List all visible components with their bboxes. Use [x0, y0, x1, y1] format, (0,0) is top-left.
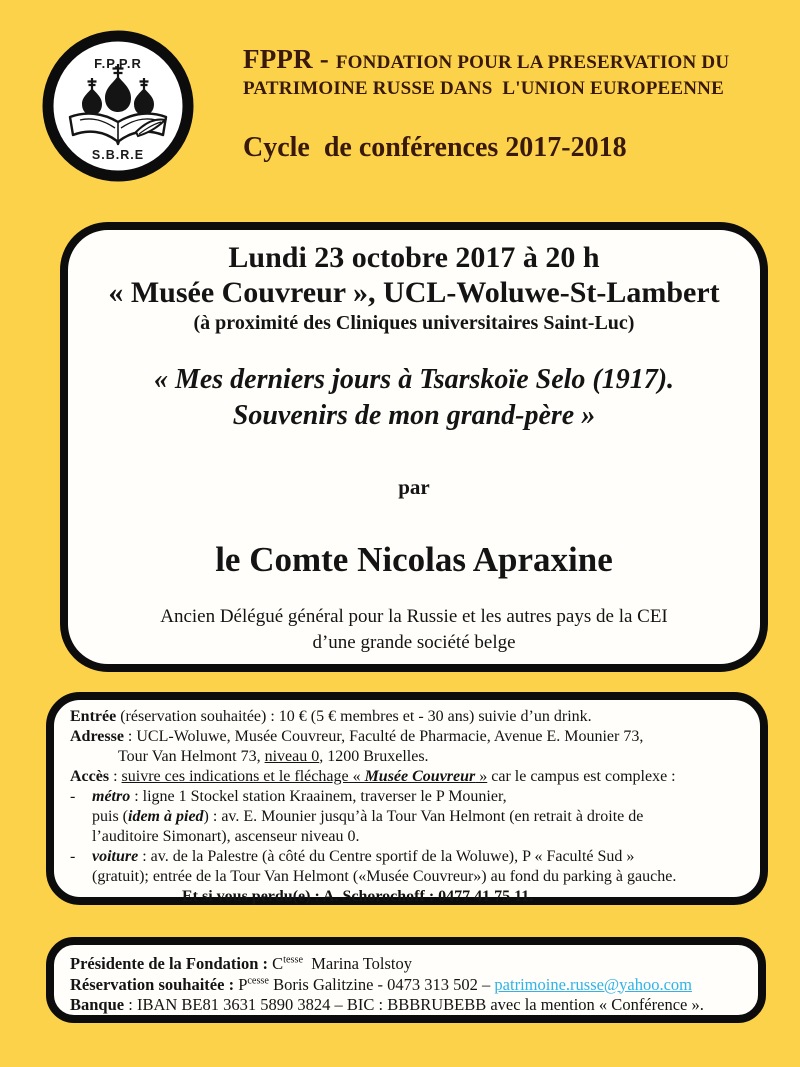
org-name-part1: FONDATION POUR LA PRESERVATION DU: [335, 52, 730, 73]
adresse-line-2: [70, 747, 750, 767]
talk-title-line2: Souvenirs de mon grand-père »: [232, 400, 596, 431]
voiture-line: [70, 847, 750, 867]
org-abbr: FPPR -: [243, 44, 336, 74]
text-segment: Réservation souhaitée :: [70, 974, 239, 994]
text-segment: (gratuit); entrée de la Tour Van Helmont («Musée Couvreur») au fond du parking à gauche.: [92, 868, 677, 885]
speaker-description-line1: Ancien Délégué général pour la Russie et les autres pays de la CEI: [160, 606, 668, 627]
text-segment: cesse: [247, 975, 269, 986]
speaker-name: le Comte Nicolas Apraxine: [215, 540, 613, 579]
text-segment: voiture: [92, 848, 139, 865]
text-segment: P: [238, 974, 248, 994]
text-segment: : UCL-Woluwe, Musée Couvreur, Faculté de Pharmacie, Avenue E. Mounier 73,: [123, 728, 644, 745]
voiture-line-2: [70, 867, 750, 887]
text-segment: :: [109, 768, 122, 785]
banque-line: [70, 995, 748, 1016]
event-venue: « Musée Couvreur », UCL-Woluwe-St-Lambert: [108, 276, 720, 309]
email-link[interactable]: patrimoine.russe@yahoo.com: [494, 974, 692, 994]
text-segment: C: [272, 954, 284, 973]
text-segment: : IBAN BE81 3631 5890 3824 – BIC : BBBRUBEBB avec la mention « Conférence ».: [124, 995, 704, 1014]
text-segment: métro: [92, 788, 131, 805]
logo-top-label: F.P.P.R: [94, 56, 142, 71]
text-segment: idem à pied: [128, 808, 204, 825]
text-segment: l’auditoire Simonart), ascenseur niveau 0.: [92, 828, 360, 845]
speaker-description: [68, 604, 760, 656]
event-date: Lundi 23 octobre 2017 à 20 h: [228, 241, 600, 274]
entree-line: [70, 707, 750, 727]
presidente-line: [70, 954, 748, 975]
text-segment: Entrée: [70, 708, 117, 725]
text-segment: Tour Van Helmont 73,: [118, 748, 265, 765]
talk-title: [68, 362, 760, 434]
text-segment: : ligne 1 Stockel station Kraainem, traverser le P Mounier,: [130, 788, 507, 805]
text-segment: Boris Galitzine - 0473 313 502 –: [268, 974, 495, 994]
text-segment: niveau 0: [264, 748, 320, 765]
text-segment: Adresse: [70, 728, 124, 745]
text-segment: »: [475, 768, 488, 785]
event-card: [60, 222, 768, 672]
text-segment: , 1200 Bruxelles.: [319, 748, 429, 765]
contact-card: [46, 937, 766, 1023]
bullet-dash: -: [70, 788, 76, 805]
text-segment: Musée Couvreur: [364, 768, 476, 785]
bullet-dash: -: [70, 848, 76, 865]
by-label: par: [398, 475, 430, 499]
text-segment: suivre ces indications et le fléchage «: [121, 768, 365, 785]
text-segment: Marina Tolstoy: [303, 954, 413, 973]
adresse-line: [70, 727, 750, 747]
text-segment: Et si vous perdu(e) : A. Schorochoff : 0477 41 75 11.: [182, 888, 534, 905]
org-title-line1: [243, 46, 788, 76]
metro-line-2: [70, 807, 750, 827]
text-segment: Accès: [70, 768, 110, 785]
text-segment: tesse: [283, 954, 304, 966]
event-venue-note: (à proximité des Cliniques universitaires Saint-Luc): [193, 312, 635, 334]
text-segment: ) : av. E. Mounier jusqu’à la Tour Van Helmont (en retrait à droite de: [203, 808, 644, 825]
reservation-line: [70, 975, 748, 996]
text-segment: Présidente de la Fondation :: [70, 954, 273, 973]
talk-title-line1: « Mes derniers jours à Tsarskoïe Selo (1917).: [153, 364, 675, 395]
speaker-description-line2: d’une grande société belge: [312, 632, 516, 653]
logo-bottom-label: S.B.R.E: [91, 148, 145, 162]
cycle-title: Cycle de conférences 2017-2018: [243, 132, 627, 163]
text-segment: puis (: [92, 808, 128, 825]
metro-line: [70, 787, 750, 807]
text-segment: Banque: [70, 995, 125, 1014]
metro-line-3: [70, 827, 750, 847]
text-segment: (réservation souhaitée) : 10 € (5 € membres et - 30 ans) suivie d’un drink.: [116, 708, 592, 725]
text-segment: : av. de la Palestre (à côté du Centre sportif de la Woluwe), P « Faculté Sud »: [138, 848, 635, 865]
lost-line: [70, 887, 750, 907]
fppr-logo: [40, 28, 196, 184]
fppr-logo-image: [40, 28, 196, 184]
text-segment: car le campus est complexe :: [487, 768, 676, 785]
org-title-line2: PATRIMOINE RUSSE DANS L'UNION EUROPEENNE: [243, 78, 724, 99]
practical-info-card: [46, 692, 768, 905]
acces-line: [70, 767, 750, 787]
page-header: [243, 46, 788, 164]
